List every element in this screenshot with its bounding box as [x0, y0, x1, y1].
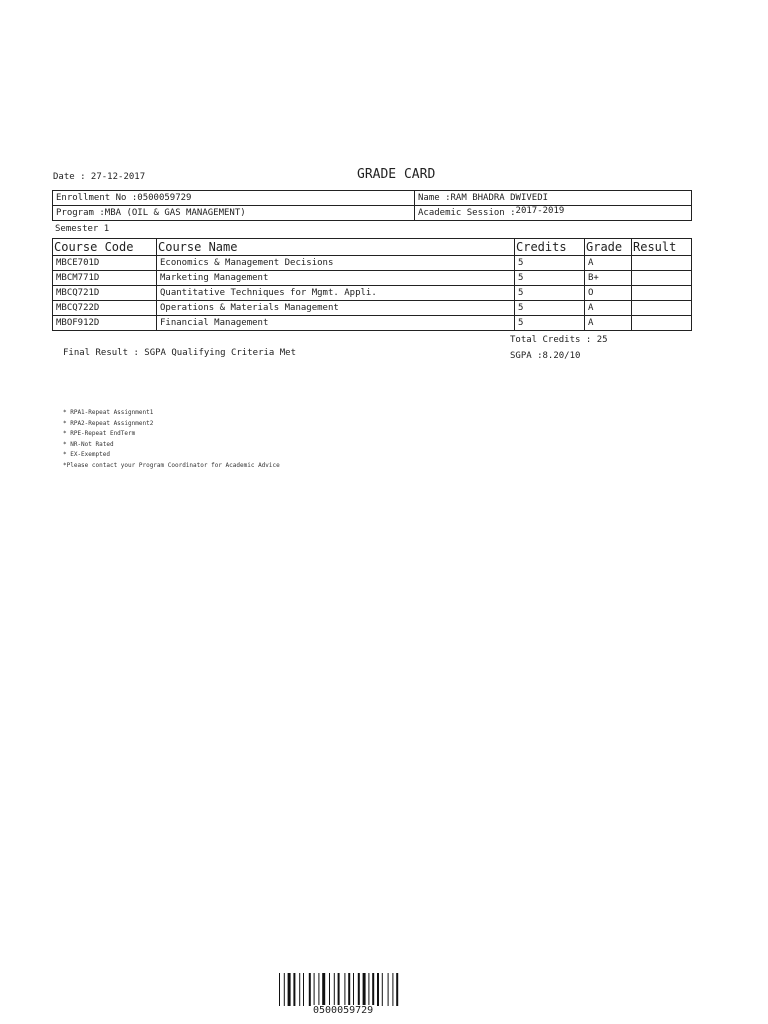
note-item: * RPA1-Repeat Assignment1 [63, 409, 154, 416]
course-grade: A [585, 316, 632, 331]
enrollment-number: 0500059729 [137, 193, 192, 203]
courses-table [52, 238, 692, 331]
session-cell [415, 206, 692, 221]
course-result [632, 286, 692, 301]
table-header-row [53, 239, 692, 256]
academic-session: 2017-2019 [515, 206, 565, 216]
note-item: * RPE-Repeat EndTerm [63, 430, 136, 437]
course-name: Operations & Materials Management [157, 301, 515, 316]
course-credits: 5 [515, 256, 585, 271]
page-title: GRADE CARD [357, 167, 436, 182]
session-label: Academic Session : [418, 208, 516, 218]
course-grade: A [585, 301, 632, 316]
program-name: MBA (OIL & GAS MANAGEMENT) [104, 208, 246, 218]
barcode-icon [279, 973, 420, 1006]
course-result [632, 256, 692, 271]
header-credits: Credits [515, 239, 585, 256]
note-item: *Please contact your Program Coordinator for Academic Advice [63, 461, 280, 469]
course-grade: A [585, 256, 632, 271]
course-code: MBCM771D [53, 271, 157, 286]
course-credits: 5 [515, 286, 585, 301]
course-code: MBCE701D [53, 256, 157, 271]
final-result: Final Result : SGPA Qualifying Criteria Met [63, 348, 296, 358]
student-info-table [52, 190, 692, 221]
course-name: Marketing Management [157, 271, 515, 286]
course-code: MBCQ721D [53, 286, 157, 301]
total-credits: Total Credits : 25 [510, 335, 608, 345]
course-code: MBCQ722D [53, 301, 157, 316]
course-result [632, 271, 692, 286]
note-item: * EX-Exempted [63, 451, 110, 458]
name-label: Name : [418, 193, 451, 203]
table-row [53, 316, 692, 331]
sgpa: SGPA :8.20/10 [510, 351, 581, 361]
course-name: Economics & Management Decisions [157, 256, 515, 271]
course-credits: 5 [515, 316, 585, 331]
table-row [53, 301, 692, 316]
course-credits: 5 [515, 271, 585, 286]
barcode-number: 0500059729 [313, 1005, 374, 1016]
note-item: * RPA2-Repeat Assignment2 [63, 419, 154, 427]
course-name: Financial Management [157, 316, 515, 331]
course-result [632, 301, 692, 316]
header-grade: Grade [585, 239, 632, 256]
course-grade: B+ [585, 271, 632, 286]
name-cell [415, 191, 692, 206]
enrollment-cell [53, 191, 415, 206]
table-row [53, 256, 692, 271]
header-course-name: Course Name [157, 239, 515, 256]
program-label: Program : [56, 208, 105, 218]
header-course-code: Course Code [53, 239, 157, 256]
table-row [53, 286, 692, 301]
enrollment-label: Enrollment No : [56, 193, 138, 203]
semester-label: Semester 1 [55, 224, 110, 234]
program-cell [53, 206, 415, 221]
table-row [53, 271, 692, 286]
course-name: Quantitative Techniques for Mgmt. Appli. [157, 286, 515, 301]
course-credits: 5 [515, 301, 585, 316]
course-result [632, 316, 692, 331]
header-result: Result [632, 239, 692, 256]
course-code: MBOF912D [53, 316, 157, 331]
issue-date: Date : 27-12-2017 [53, 172, 146, 182]
note-item: * NR-Not Rated [63, 440, 114, 448]
course-grade: O [585, 286, 632, 301]
grade-legend-notes [63, 408, 280, 471]
student-name: RAM BHADRA DWIVEDI [450, 193, 549, 203]
